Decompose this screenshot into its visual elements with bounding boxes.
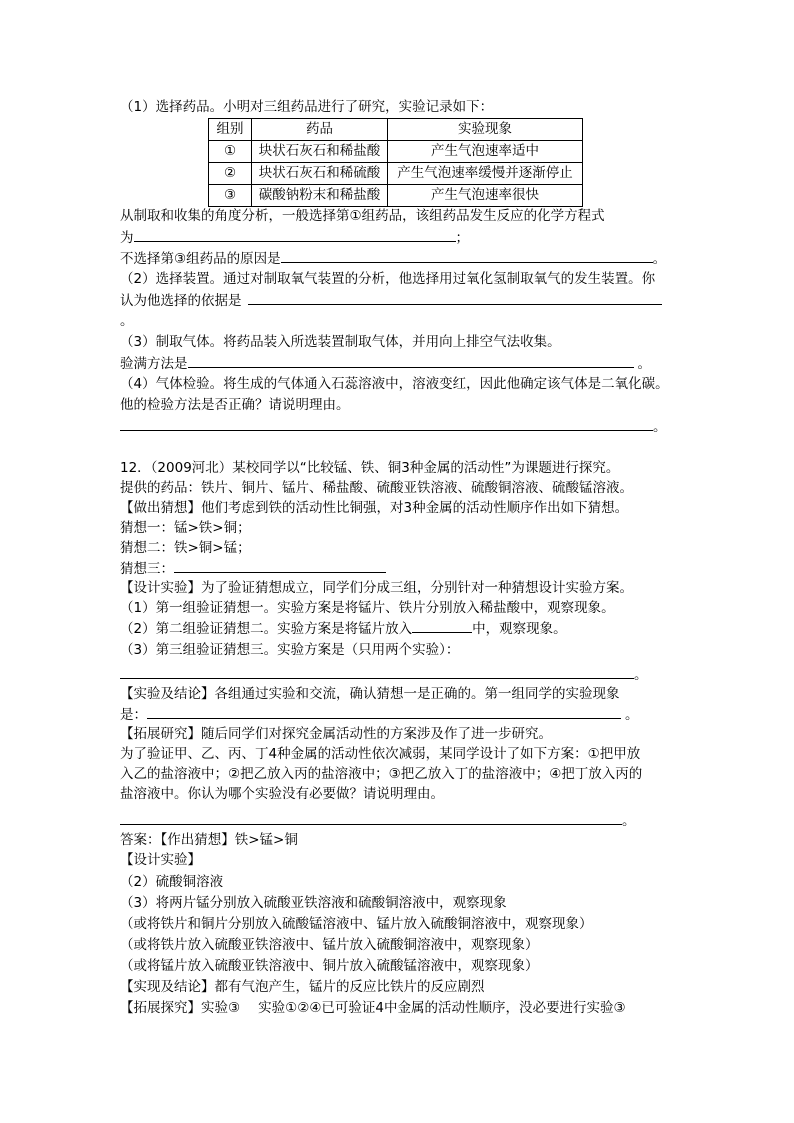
q11-line-11 xyxy=(120,416,667,437)
answer-line-9 xyxy=(120,998,626,1018)
q12-line-7: 【设计实验】为了验证猜想成立，同学们分成三组，分别针对一种猜想设计实验方案。 xyxy=(120,580,633,596)
q12-line-3: 【做出猜想】他们考虑到铁的活动性比铜强，对3种金属的活动性顺序作出如下猜想。 xyxy=(120,500,629,516)
answer-blank[interactable] xyxy=(120,810,622,825)
q11-line-8 xyxy=(120,353,651,374)
text: 。 xyxy=(622,813,636,829)
q12-line-8: （1）第一组验证猜想一。实验方案是将锰片、铁片分别放入稀盐酸中，观察现象。 xyxy=(120,600,615,616)
q11-line-1: 从制取和收集的角度分析，一般选择第①组药品，该组药品发生反应的化学方程式 xyxy=(120,208,605,224)
text: 猜想三： xyxy=(120,561,174,577)
q11-line-10: 他的检验方法是否正确？请说明理由。 xyxy=(120,397,350,413)
q12-line-18 xyxy=(120,810,636,831)
q12-line-15: 为了验证甲、乙、丙、丁4种金属的活动性依次减弱，某同学设计了如下方案：①把甲放 xyxy=(120,746,641,762)
q12-line-5: 猜想二：铁>铜>锰； xyxy=(120,540,251,556)
q12-line-12: 【实验及结论】各组通过实验和交流，确认猜想一是正确的。第一组同学的实验现象 xyxy=(120,686,620,702)
table-header-cell: 组别 xyxy=(209,119,252,141)
answer-line-6: （或将铁片放入硫酸亚铁溶液中、锰片放入硫酸铜溶液中，观察现象） xyxy=(120,937,539,953)
q12-line-1: 12．（2009河北）某校同学以“比较锰、铁、铜3种金属的活动性”为课题进行探究。 xyxy=(120,460,620,476)
text: 。 xyxy=(634,667,648,683)
answer-line-5: （或将铁片和铜片分别放入硫酸锰溶液中、锰片放入硫酸铜溶液中，观察现象） xyxy=(120,916,593,932)
q12-line-17: 盐溶液中。你认为哪个实验没有必要做？请说明理由。 xyxy=(120,786,444,802)
q11-line-4: （2）选择装置。通过对制取氧气装置的分析，他选择用过氧化氢制取氧气的发生装置。你 xyxy=(120,271,656,287)
table-row xyxy=(209,163,583,185)
text: 认为他选择的依据是 xyxy=(120,293,242,309)
table-cell: 碳酸钠粉末和稀盐酸 xyxy=(252,185,388,207)
q12-line-6 xyxy=(120,558,386,579)
table-cell: 块状石灰石和稀盐酸 xyxy=(252,141,388,163)
text: 不选择第③组药品的原因是 xyxy=(120,251,281,267)
answer-line-7: （或将锰片放入硫酸亚铁溶液中、铜片放入硫酸锰溶液中，观察现象） xyxy=(120,958,539,974)
q12-line-13 xyxy=(120,704,639,725)
q12-line-9 xyxy=(120,618,567,639)
text: 验满方法是 xyxy=(120,356,188,372)
text: ； xyxy=(455,230,469,246)
table-header-cell: 药品 xyxy=(252,119,388,141)
q11-line-2 xyxy=(120,227,469,248)
answer-line-3: （2）硫酸铜溶液 xyxy=(120,874,224,890)
table-cell: 产生气泡速率很快 xyxy=(388,185,583,207)
text: 。 xyxy=(637,356,651,372)
answer-blank[interactable] xyxy=(120,664,634,679)
q11-line-7: （3）制取气体。将药品装入所选装置制取气体，并用向上排空气法收集。 xyxy=(120,334,561,350)
text: 为 xyxy=(120,230,134,246)
text: 实验①②④已可验证4中金属的活动性顺序，没必要进行实验③ xyxy=(258,1000,626,1016)
q12-line-11 xyxy=(120,664,648,685)
answer-blank[interactable] xyxy=(188,353,634,368)
q11-line-3 xyxy=(120,248,666,269)
table-cell: ③ xyxy=(209,185,252,207)
experiment-table xyxy=(208,118,583,207)
q11-intro: （1）选择药品。小明对三组药品进行了研究，实验记录如下： xyxy=(120,99,494,115)
answer-blank[interactable] xyxy=(134,227,456,242)
q12-line-10: （3）第三组验证猜想三。实验方案是（只用两个实验）： xyxy=(120,642,460,658)
table-cell: 产生气泡速率缓慢并逐渐停止 xyxy=(388,163,583,185)
answer-line-4: （3）将两片锰分别放入硫酸亚铁溶液和硫酸铜溶液中，观察现象 xyxy=(120,895,507,911)
table-cell: ② xyxy=(209,163,252,185)
table-cell: ① xyxy=(209,141,252,163)
table-row xyxy=(209,185,583,207)
answer-blank[interactable] xyxy=(174,558,386,573)
answer-line-2: 【设计实验】 xyxy=(120,852,201,868)
table-header-cell: 实验现象 xyxy=(388,119,583,141)
q12-line-16: 入乙的盐溶液中；②把乙放入丙的盐溶液中；③把乙放入丁的盐溶液中；④把丁放入丙的 xyxy=(120,766,643,782)
table-header-row xyxy=(209,119,583,141)
answer-blank[interactable] xyxy=(120,416,653,431)
q11-line-6: 。 xyxy=(120,313,134,329)
answer-blank[interactable] xyxy=(412,618,472,633)
table-row xyxy=(209,141,583,163)
q12-line-14: 【拓展研究】随后同学们对探究金属活动性的方案涉及作了进一步研究。 xyxy=(120,726,552,742)
text: 是： xyxy=(120,707,147,723)
q11-line-5 xyxy=(120,290,662,311)
q12-line-4: 猜想一：锰>铁>铜； xyxy=(120,520,251,536)
answer-blank[interactable] xyxy=(147,704,621,719)
text: 。 xyxy=(653,419,667,435)
text: 。 xyxy=(652,251,667,267)
table-cell: 产生气泡速率适中 xyxy=(388,141,583,163)
text: （2）第二组验证猜想二。实验方案是将锰片放入 xyxy=(120,621,413,637)
answer-line-1: 答案：【作出猜想】铁>锰>铜 xyxy=(120,832,298,848)
table-cell: 块状石灰石和稀硫酸 xyxy=(252,163,388,185)
text: 【拓展探究】实验③ xyxy=(120,1000,241,1016)
answer-blank[interactable] xyxy=(281,248,653,263)
q11-line-9: （4）气体检验。将生成的气体通入石蕊溶液中，溶液变红，因此他确定该气体是二氧化碳。 xyxy=(120,376,669,392)
answer-blank[interactable] xyxy=(248,290,662,305)
q12-line-2: 提供的药品：铁片、铜片、锰片、稀盐酸、硫酸亚铁溶液、硫酸铜溶液、硫酸锰溶液。 xyxy=(120,480,633,496)
text: 。 xyxy=(625,707,639,723)
answer-line-8: 【实现及结论】都有气泡产生，锰片的反应比铁片的反应剧烈 xyxy=(120,979,485,995)
text: 中，观察现象。 xyxy=(472,621,567,637)
